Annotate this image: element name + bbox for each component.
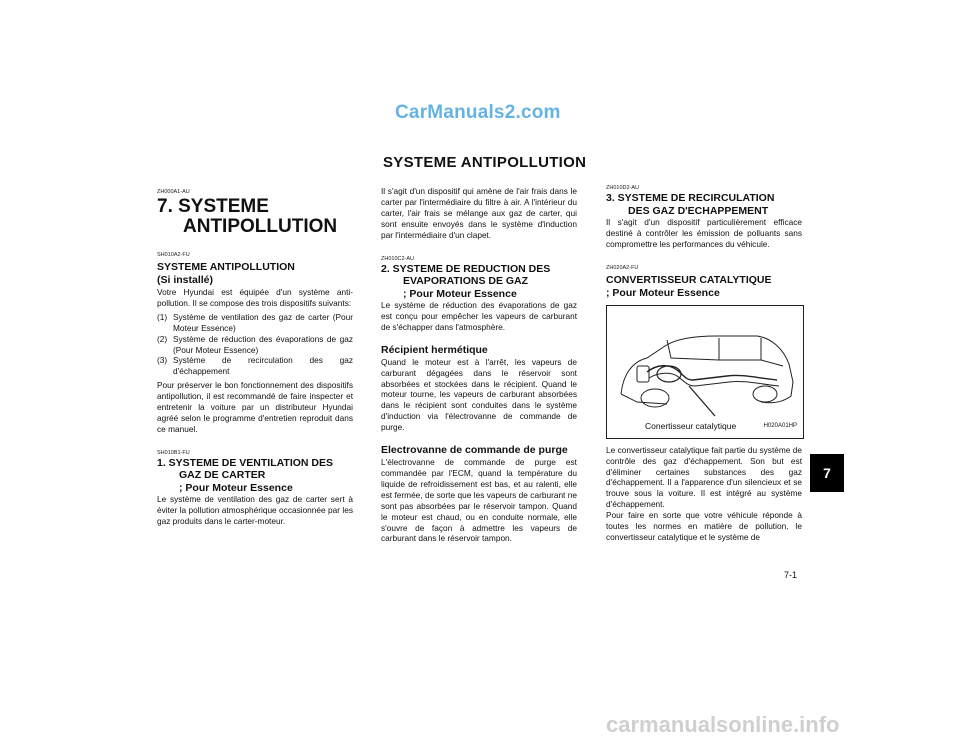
chapter-heading-line1: 7. SYSTEME bbox=[157, 196, 269, 217]
ventilation-paragraph: Le système de ventilation des gaz de carter sert à éviter la pollution atmosphérique occasionnée par les gaz produits dans le carter-moteur. bbox=[157, 494, 353, 527]
section-heading-line1: CONVERTISSEUR CATALYTIQUE bbox=[606, 273, 772, 286]
section-heading-line2: (Si installé) bbox=[157, 274, 214, 286]
subsection-heading bbox=[157, 457, 353, 495]
list-item-text: Système de réduction des évaporations de gaz (Pour Moteur Essence) bbox=[173, 333, 353, 355]
subsection-heading bbox=[606, 192, 802, 217]
subsection-heading bbox=[381, 263, 577, 301]
chapter-heading-line2: ANTIPOLLUTION bbox=[183, 216, 338, 237]
subsection-heading-line3: ; Pour Moteur Essence bbox=[403, 287, 517, 300]
page-title: SYSTEME ANTIPOLLUTION bbox=[383, 154, 587, 171]
section-code: ZH010D2-AU bbox=[606, 185, 640, 191]
section-code: ZH010C2-AU bbox=[381, 255, 415, 262]
intro-paragraph: Votre Hyundai est équipée d'un système anti-pollution. Il se compose des trois dispositifs suivants: bbox=[157, 287, 353, 308]
list-item-number: (2) bbox=[157, 333, 168, 344]
section-code: SH010B1-FU bbox=[157, 449, 190, 456]
maintenance-paragraph: Pour préserver le bon fonctionnement des dispositifs antipollution, il est recommandé de faire inspecter et entretenir la voiture par un distributeur Hyundai agréé selon le programme d'entretien reproduit dans ce manuel. bbox=[157, 380, 353, 434]
chapter-heading bbox=[157, 197, 353, 237]
recirculation-paragraph: Il s'agit d'un dispositif particulièrement efficace destiné à contrôler les émission de polluants sans compromettre les performances du véhicule. bbox=[606, 217, 802, 249]
list-item-text: Système de recirculation des gaz d'échappement bbox=[173, 355, 353, 377]
section-heading-line2: ; Pour Moteur Essence bbox=[606, 286, 720, 299]
subsection-heading-line1: 3. SYSTEME DE RECIRCULATION bbox=[606, 192, 775, 204]
list-item-text: Système de ventilation des gaz de carter (Pour Moteur Essence) bbox=[173, 311, 353, 333]
converter-paragraph: Le convertisseur catalytique fait partie du système de contrôle des gaz d'échappement. Son but est d'éliminer certaines substances des gaz d'échappement. Il a l'apparence d'un silencieux et se trouve sous la voiture. Il est intégré au système d'échappement. bbox=[606, 444, 802, 510]
watermark-bottom: carmanualsonline.info bbox=[606, 712, 840, 737]
subsection-heading-line2: DES GAZ D'ECHAPPEMENT bbox=[628, 204, 769, 217]
electrovalve-paragraph: L'électrovanne de commande de purge est commandée par l'ECM, quand la température du liquide de refroidissement est bas, et au ralenti, elle est fermée, de sorte que les vapeurs de carburant ne sont pas absorbées par le réservoir tampon. Quand le moteur est chaud, ou en conduite normale, elle s'ouvre de façon à admettre les vapeurs de carburant dans le réservoir tampon. bbox=[381, 457, 577, 544]
column-left bbox=[157, 189, 353, 527]
list-item bbox=[157, 334, 353, 356]
section-heading-line1: SYSTEME ANTIPOLLUTION bbox=[157, 261, 295, 273]
section-code: SH010A2-FU bbox=[157, 252, 190, 258]
subsection-heading-line2: GAZ DE CARTER bbox=[179, 469, 266, 482]
list-item-number: (3) bbox=[157, 355, 168, 366]
section-code: ZH000A1-AU bbox=[157, 189, 190, 195]
list-item bbox=[157, 355, 353, 377]
figure-caption: Conertisseur catalytique bbox=[645, 420, 737, 431]
column-middle bbox=[381, 186, 577, 544]
subsection-heading: Electrovanne de commande de purge bbox=[381, 444, 568, 457]
section-heading bbox=[157, 261, 353, 287]
device-list bbox=[157, 312, 353, 377]
evaporation-paragraph: Le système de réduction des évaporations de gaz est conçu pour empêcher les vapeurs de carburant de s'échapper dans l'atmosphère. bbox=[381, 300, 577, 332]
chapter-tab: 7 bbox=[810, 454, 844, 492]
section-heading bbox=[606, 274, 802, 300]
car-diagram-icon bbox=[607, 306, 803, 438]
subsection-heading-line3: ; Pour Moteur Essence bbox=[179, 481, 293, 494]
converter-paragraph-2: Pour faire en sorte que votre véhicule réponde à toutes les normes en matière de pollution, le convertisseur catalytique et le système de bbox=[606, 510, 802, 542]
air-paragraph: Il s'agit d'un dispositif qui amène de l'air frais dans le carter par l'intermédiaire du filtre à air. A l'intérieur du carter, l'air frais se mélange aux gaz de carter, qui sont ensuite envoyés dans le système d'induction par l'intermédiaire d'un clapet. bbox=[381, 186, 577, 240]
column-right bbox=[606, 185, 802, 543]
catalytic-converter-figure bbox=[606, 305, 804, 439]
subsection-heading: Récipient hermétique bbox=[381, 343, 488, 356]
subsection-heading-line1: 2. SYSTEME DE REDUCTION DES bbox=[381, 262, 551, 275]
watermark-top: CarManuals2.com bbox=[395, 102, 561, 123]
page-number: 7-1 bbox=[784, 570, 798, 580]
recipient-paragraph: Quand le moteur est à l'arrêt, les vapeurs de carburant dégagées dans le réservoir sont absorbées et stockées dans le récipient. Quand le moteur tourne, les vapeurs de carburant absorbées dans le récipient sont conduites dans le système d'induction via l'électrovanne de commande de purge. bbox=[381, 356, 577, 433]
figure-code: H020A01HP bbox=[763, 422, 797, 429]
section-code: ZH020A2-FU bbox=[606, 264, 639, 271]
list-item bbox=[157, 312, 353, 334]
list-item-number: (1) bbox=[157, 311, 168, 322]
subsection-heading-line1: 1. SYSTEME DE VENTILATION DES bbox=[157, 456, 333, 469]
subsection-heading-line2: EVAPORATIONS DE GAZ bbox=[403, 275, 529, 288]
